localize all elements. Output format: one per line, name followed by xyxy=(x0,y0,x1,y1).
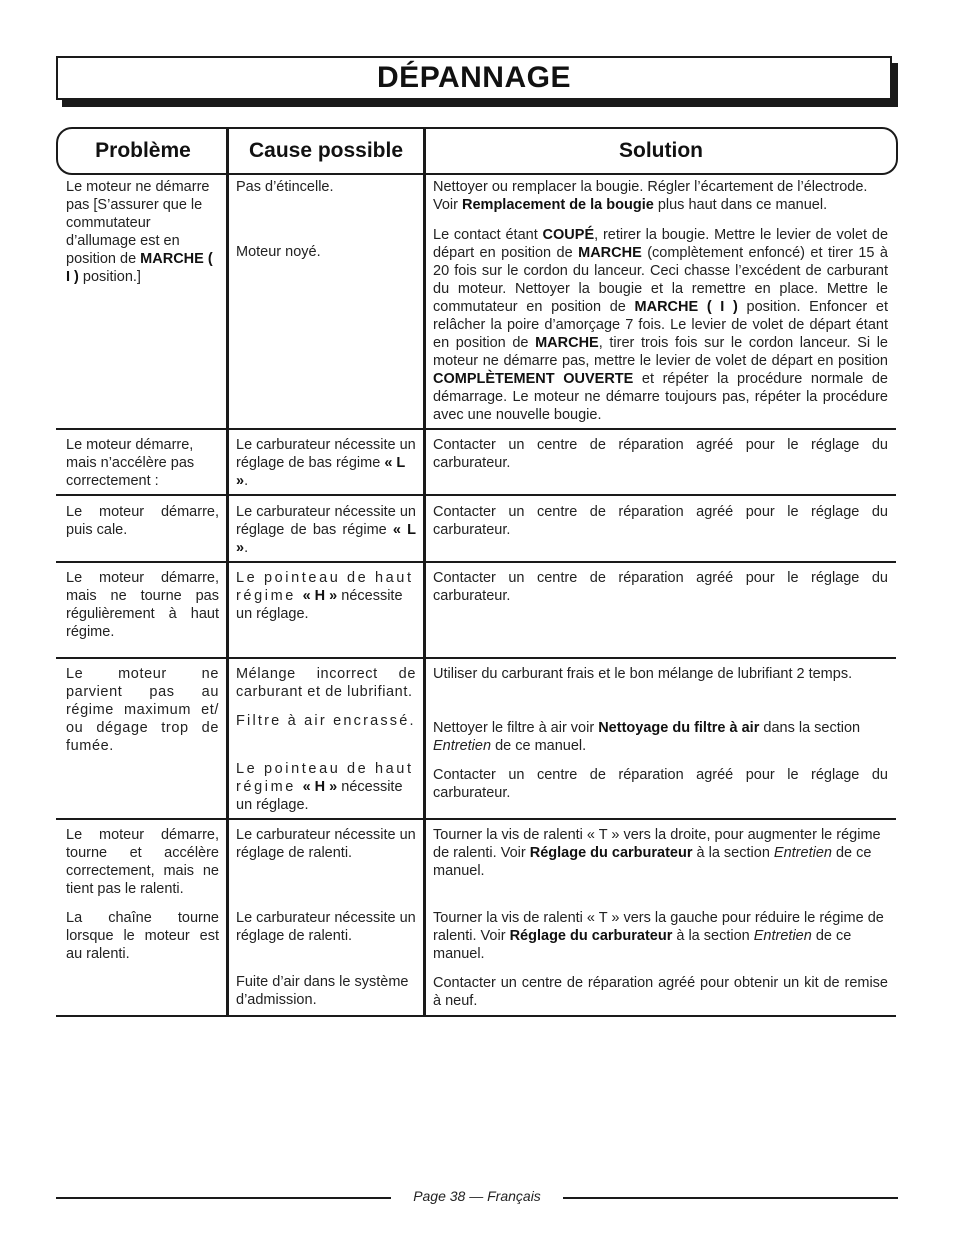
row6-problem1: Le moteur démarre, tourne et accélère correctement, mais ne tient pas le ralenti. xyxy=(66,827,219,897)
row-divider xyxy=(56,494,896,496)
row1-cause1: Pas d’étincelle. xyxy=(236,179,334,195)
row4-cause: Le pointeau de haut régime « H » nécessite un réglage. xyxy=(236,570,414,622)
row2-cause: Le carburateur nécessite un réglage de bas régime « L ». xyxy=(236,437,416,489)
row-divider xyxy=(56,1015,896,1017)
row5-cause3: Le pointeau de haut régime « H » nécessite un réglage. xyxy=(236,761,414,813)
row6-solution2: Tourner la vis de ralenti « T » vers la gauche pour réduire le régime de ralenti. Voir Réglage du carburateur à la section Entretien de ce manuel. xyxy=(433,910,884,962)
row3-problem: Le moteur démarre, puis cale. xyxy=(66,504,219,538)
column-divider xyxy=(226,173,229,1017)
row6-solution3: Contacter un centre de réparation agréé pour obtenir un kit de remise à neuf. xyxy=(433,975,888,1009)
row4-solution: Contacter un centre de réparation agréé pour le réglage du carburateur. xyxy=(433,570,888,604)
page-title: DÉPANNAGE xyxy=(377,61,571,94)
row5-cause2: Filtre à air encrassé. xyxy=(236,713,416,729)
row1-solution2: Le contact étant COUPÉ, retirer la bougie. Mettre le levier de volet de départ en position de MARCHE (complètement enfoncé) et tirer 15 à 20 fois sur le cordon du lanceur. Ceci chasse l’excédent de carburant du moteur. Nettoyer la bougie et la remettre en place. Mettre le commutateur en position de MARCHE ( I ) position. Enfoncer et relâcher la poire d’amorçage 7 fois. Le levier de volet de départ étant en position de MARCHE, tirer trois fois sur le cordon lanceur. Si le moteur ne démarre pas, mettre le levier de volet de départ en position COMPLÈTEMENT OUVERTE et répéter la procédure normale de démarrage. Le moteur ne démarre toujours pas, répéter la procédure avec une nouvelle bougie. xyxy=(433,227,889,423)
row5-solution2: Nettoyer le filtre à air voir Nettoyage du filtre à air dans la section Entretien de ce manuel. xyxy=(433,720,861,754)
row6-solution1: Tourner la vis de ralenti « T » vers la droite, pour augmenter le régime de ralenti. Voir Réglage du carburateur à la section Entretien de ce manuel. xyxy=(433,827,881,879)
row-divider xyxy=(56,428,896,430)
header-solution: Solution xyxy=(619,139,703,162)
row5-problem: Le moteur ne parvient pas au régime maximum et/ ou dégage trop de fumée. xyxy=(66,666,219,754)
row6-cause2: Le carburateur nécessite un réglage de ralenti. xyxy=(236,910,416,944)
row6-problem2: La chaîne tourne lorsque le moteur est au ralenti. xyxy=(66,910,219,962)
row3-cause: Le carburateur nécessite un réglage de bas régime « L ». xyxy=(236,504,416,556)
title-box xyxy=(56,56,892,100)
row-divider xyxy=(56,818,896,820)
table-header xyxy=(56,127,898,175)
page-footer: Page 38 — Français xyxy=(413,1188,541,1204)
row6-cause1: Le carburateur nécessite un réglage de ralenti. xyxy=(236,827,416,861)
row5-solution3: Contacter un centre de réparation agréé pour le réglage du carburateur. xyxy=(433,767,888,801)
row1-problem: Le moteur ne démarre pas [S’assurer que le commutateur d’allumage est en position de MARCHE ( I ) position.] xyxy=(66,179,213,285)
row5-cause1: Mélange incorrect de carburant et de lubrifiant. xyxy=(236,666,416,700)
footer-rule-left xyxy=(56,1197,391,1199)
header-cause: Cause possible xyxy=(248,139,404,162)
row3-solution: Contacter un centre de réparation agréé pour le réglage du carburateur. xyxy=(433,504,888,538)
row-divider xyxy=(56,561,896,563)
column-divider xyxy=(423,173,426,1017)
row4-problem: Le moteur démarre, mais ne tourne pas régulièrement à haut régime. xyxy=(66,570,219,640)
row1-cause2: Moteur noyé. xyxy=(236,244,321,260)
row5-solution1: Utiliser du carburant frais et le bon mélange de lubrifiant 2 temps. xyxy=(433,666,853,682)
row2-problem: Le moteur démarre, mais n’accélère pas correctement : xyxy=(66,437,195,489)
row6-cause3: Fuite d’air dans le système d’admission. xyxy=(236,974,409,1008)
row-divider xyxy=(56,657,896,659)
header-problem: Problème xyxy=(95,139,191,162)
row1-solution1: Nettoyer ou remplacer la bougie. Régler l’écartement de l’électrode. Voir Remplacement de la bougie plus haut dans ce manuel. xyxy=(433,179,868,213)
footer-rule-right xyxy=(563,1197,898,1199)
row2-solution: Contacter un centre de réparation agréé pour le réglage du carburateur. xyxy=(433,437,888,471)
